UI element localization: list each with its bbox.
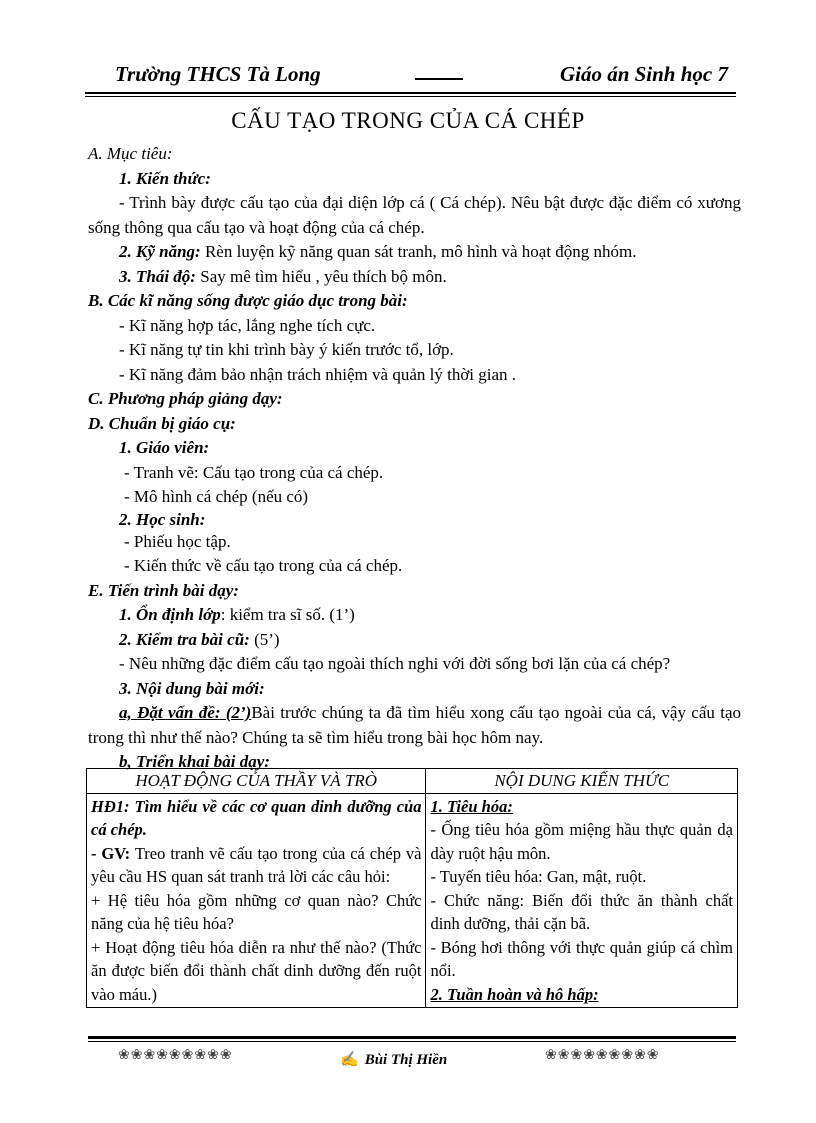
activity-question: + Hoạt động tiêu hóa diễn ra như thế nào? (Thức ăn được biến đổi thành chất dinh dưỡng đến ruột vào máu.) [91,937,422,1004]
lesson-body [88,142,741,775]
section-a2-text: Rèn luyện kỹ năng quan sát tranh, mô hình và hoạt động nhóm. [200,242,637,261]
table-header-row [87,769,738,794]
section-a1-heading: 1. Kiến thức: [119,168,211,188]
section-e2-question: - Nêu những đặc điểm cấu tạo ngoài thích nghi với đời sống bơi lặn của cá chép? [119,654,671,673]
content-heading-digestion: 1. Tiêu hóa: [430,796,513,816]
activity-gv-text: Treo tranh vẽ cấu tạo trong của cá chép và yêu cầu HS quan sát tranh trả lời các câu hỏi: [91,843,422,886]
content-item: - Tuyến tiêu hóa: Gan, mật, ruột. [430,867,647,886]
section-d1-item: - Tranh vẽ: Cấu tạo trong của cá chép. [124,462,384,482]
section-ea-text: Bài trước chúng ta đã tìm hiểu xong cấu tạo ngoài của cá, vậy cấu tạo trong thì như thế nào? Chúng ta sẽ tìm hiểu trong bài học hôm nay. [88,703,741,747]
page-title: CẤU TẠO TRONG CỦA CÁ CHÉP [231,108,585,133]
section-a2 [88,240,741,265]
section-e1 [88,603,741,628]
section-a-heading: A. Mục tiêu: [88,144,173,163]
section-a3-text: Say mê tìm hiểu , yêu thích bộ môn. [195,266,447,286]
section-d2-heading: 2. Học sinh: [119,509,206,529]
page-header [85,62,736,92]
section-b-item: - Kĩ năng hợp tác, lắng nghe tích cực. [119,315,376,335]
pen-icon: ✍ [340,1052,359,1068]
section-e3-heading: 3. Nội dung bài mới: [119,678,265,698]
section-eb-heading: b, Triển khai bài dạy: [119,752,270,771]
section-a3-heading: 3. Thái độ: [119,266,196,286]
section-e2 [88,628,741,653]
table-header-content: NỘI DUNG KIẾN THỨC [426,769,738,794]
header-school: Trường THCS Tà Long [115,62,321,86]
section-a3 [88,265,741,290]
section-d2-item: - Phiếu học tập. [124,531,231,551]
footer-rule-thin [88,1041,736,1042]
section-e-heading: E. Tiến trình bài dạy: [88,580,239,600]
section-ea [88,701,741,750]
table-cell-activity [87,793,426,1008]
section-d1-item: - Mô hình cá chép (nếu có) [124,487,309,506]
activity-title: HĐ1: Tìm hiểu về các cơ quan dinh dưỡng của cá chép. [91,796,422,839]
section-a1-text: - Trình bày được cấu tạo của đại diện lớp cá ( Cá chép). Nêu bật được đặc điểm có xương sống thông qua cấu tạo và hoạt động của cá chép. [88,193,741,237]
author-name: Bùi Thị Hiền [364,1052,448,1068]
table-header-activity: HOẠT ĐỘNG CỦA THẦY VÀ TRÒ [87,769,426,794]
table-cell-content [426,793,738,1008]
table-row [87,793,738,1008]
flower-ornament-icon: ❀❀❀❀❀❀❀❀❀ [118,1047,233,1063]
lesson-table [86,768,738,1008]
footer-author [340,1050,447,1069]
activity-gv-label: - GV: [91,843,131,863]
section-b-heading: B. Các kĩ năng sống được giáo dục trong bài: [88,291,408,310]
flower-ornament-icon: ❀❀❀❀❀❀❀❀❀ [545,1047,660,1063]
content-heading-circulation: 2. Tuần hoàn và hô hấp: [430,984,599,1004]
section-b-item: - Kĩ năng đảm bảo nhận trách nhiệm và quản lý thời gian . [119,364,517,384]
section-d1-heading: 1. Giáo viên: [119,438,210,457]
section-e2-text: (5’) [249,629,280,649]
header-divider [415,78,463,80]
section-ea-heading: a, Đặt vấn đề: (2’) [119,703,252,722]
section-e1-text: : kiểm tra sĩ số. (1’) [220,605,355,624]
activity-gv [91,842,421,889]
header-rule-thin [85,96,736,97]
content-item: - Ống tiêu hóa gồm miệng hầu thực quản dạ dày ruột hậu môn. [430,820,733,863]
section-b-item: - Kĩ năng tự tin khi trình bày ý kiến trước tổ, lớp. [119,340,454,359]
section-a2-heading: 2. Kỹ năng: [119,242,201,261]
section-c-heading: C. Phương pháp giảng dạy: [88,389,283,408]
section-d2-item: - Kiến thức về cấu tạo trong của cá chép. [124,556,403,575]
section-e1-heading: 1. Ổn định lớp [119,605,221,624]
section-e2-heading: 2. Kiểm tra bài cũ: [119,629,250,649]
activity-question: + Hệ tiêu hóa gồm những cơ quan nào? Chức năng của hệ tiêu hóa? [91,890,422,933]
header-subject: Giáo án Sinh học 7 [559,62,728,86]
header-rule [85,92,736,94]
footer-rule [88,1036,736,1039]
content-item: - Chức năng: Biến đổi thức ăn thành chất dinh dưỡng, thải cặn bã. [430,890,733,933]
content-item: - Bóng hơi thông với thực quản giúp cá chìm nổi. [430,937,733,980]
section-d-heading: D. Chuẩn bị giáo cụ: [88,413,236,433]
